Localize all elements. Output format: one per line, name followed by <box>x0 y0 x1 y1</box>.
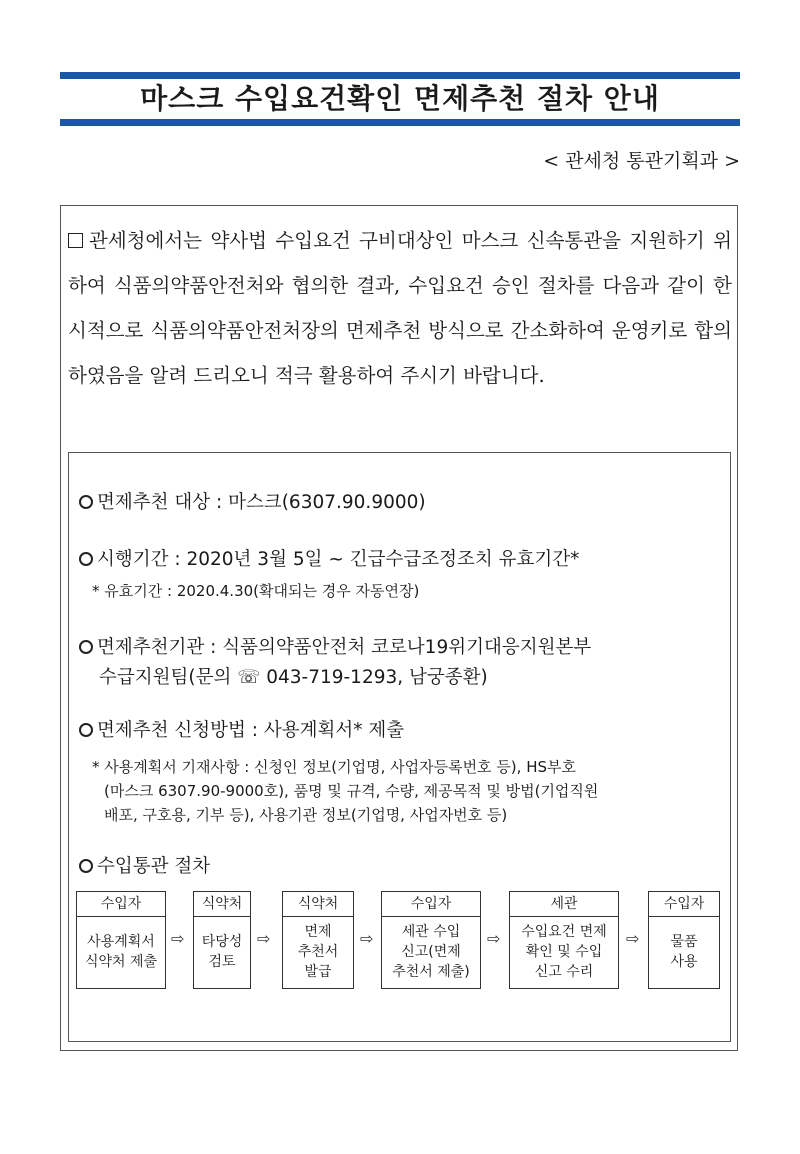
flow-step-3 <box>282 891 354 989</box>
flow-step-body: 세관 수입 신고(면제 추천서 제출) <box>392 924 470 980</box>
title-bottom-rule <box>60 119 740 126</box>
circle-bullet-icon <box>79 495 93 509</box>
flow-step-body: 사용계획서 식약처 제출 <box>84 934 158 970</box>
flow-step-1 <box>76 891 166 989</box>
flow-step-head: 식약처 <box>194 892 250 917</box>
flow-step-body: 물품 사용 <box>670 934 698 970</box>
flow-arrow-icon: ⇨ <box>487 929 501 948</box>
flow-arrow-icon: ⇨ <box>171 929 185 948</box>
flow-step-head: 수입자 <box>77 892 165 917</box>
flow-step-4 <box>381 891 481 989</box>
flow-step-head: 식약처 <box>283 892 353 917</box>
flow-step-body: 수입요건 면제 확인 및 수입 신고 수리 <box>521 924 607 980</box>
flow-step-head: 세관 <box>510 892 618 917</box>
item-procedure-text: 수입통관 절차 <box>97 856 211 877</box>
item-method-text: 면제추천 신청방법 : 사용계획서* 제출 <box>97 720 405 741</box>
item-method <box>79 716 404 742</box>
circle-bullet-icon <box>79 859 93 873</box>
item-period <box>79 545 579 571</box>
item-agency-text: 면제추천기관 : 식품의약품안전처 코로나19위기대응지원본부 <box>97 637 592 658</box>
intro-paragraph <box>68 218 732 398</box>
flow-arrow-icon: ⇨ <box>626 929 640 948</box>
flow-step-body: 면제 추천서 발급 <box>297 924 339 980</box>
flow-step-head: 수입자 <box>382 892 480 917</box>
item-agency <box>79 633 591 659</box>
checkbox-icon <box>68 233 83 248</box>
item-agency-contact: 수급지원팀(문의 ☏ 043-719-1293, 남궁종환) <box>99 667 488 688</box>
flow-step-2 <box>193 891 251 989</box>
item-target-text: 면제추천 대상 : 마스크(6307.90.9000) <box>97 492 426 513</box>
flow-step-head: 수입자 <box>649 892 719 917</box>
intro-text: 관세청에서는 약사법 수입요건 구비대상인 마스크 신속통관을 지원하기 위하여 식품의약품안전처와 협의한 결과, 수입요건 승인 절차를 다음과 같이 한시적으로 식품의약품안전처장의 면제추천 방식으로 간소화하여 운영키로 합의하였음을 알려 드리오니 적극 활용하여 주시기 바랍니다. <box>68 229 732 387</box>
flow-arrow-icon: ⇨ <box>257 929 271 948</box>
flow-arrow-icon: ⇨ <box>360 929 374 948</box>
item-procedure <box>79 852 210 878</box>
flow-step-5 <box>509 891 619 989</box>
title-top-rule <box>60 72 740 79</box>
circle-bullet-icon <box>79 723 93 737</box>
circle-bullet-icon <box>79 552 93 566</box>
page-title: 마스크 수입요건확인 면제추천 절차 안내 <box>140 82 660 115</box>
flow-step-6 <box>648 891 720 989</box>
period-note: * 유효기간 : 2020.4.30(확대되는 경우 자동연장) <box>92 582 420 600</box>
item-target <box>79 488 426 514</box>
method-note-line-3: 배포, 구호용, 기부 등), 사용기관 정보(기업명, 사업자번호 등) <box>104 806 508 824</box>
method-note-line-1: * 사용계획서 기재사항 : 신청인 정보(기업명, 사업자등록번호 등), HS부호 <box>92 758 576 776</box>
method-note-line-2: (마스크 6307.90-9000호), 품명 및 규격, 수량, 제공목적 및 방법(기업직원 <box>104 782 599 800</box>
department-label: < 관세청 통관기획과 > <box>543 150 740 172</box>
item-period-text: 시행기간 : 2020년 3월 5일 ~ 긴급수급조정조치 유효기간* <box>97 549 580 570</box>
flow-step-body: 타당성 검토 <box>201 934 243 970</box>
circle-bullet-icon <box>79 640 93 654</box>
